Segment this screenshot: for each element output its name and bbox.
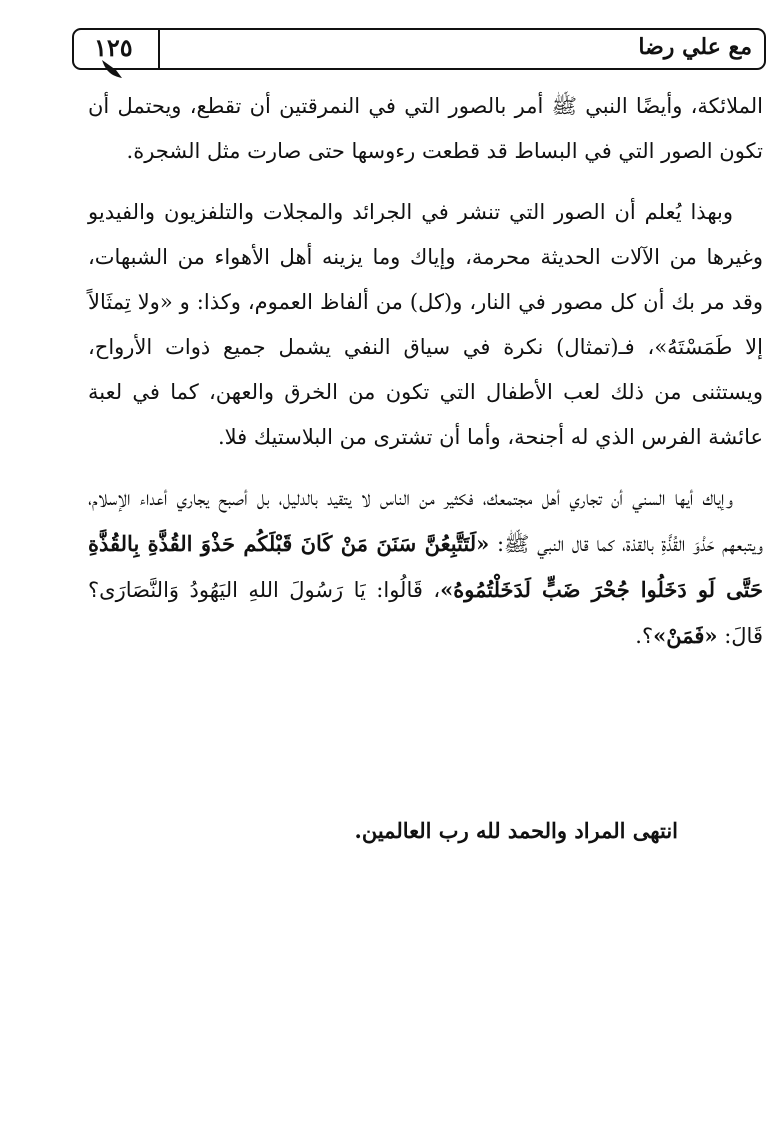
paragraph-3: [88, 476, 763, 659]
hadith-answer: «فَمَنْ»: [653, 623, 718, 648]
closing-line: انتهى المراد والحمد لله رب العالمين.: [354, 818, 678, 843]
page-number: ١٢٥: [94, 33, 133, 62]
page-header: [72, 28, 766, 70]
paragraph-3-text: وإياك أيها السني أن تجاري أهل مجتمعك، فكثير من الناس لا يتقيد بالدليل، بل أصبح يجاري أعداء الإسلام، ويتبعهم حَذْوَ القُذَّةِ بالقذة، كما قال النبي ﷺ:: [88, 486, 763, 556]
paragraph-3-middle: ، قَالُوا: يَا رَسُولَ اللهِ اليَهُودُ وَالنَّصَارَى؟ قَالَ:: [88, 578, 763, 648]
paragraph-3-end: ؟.: [635, 624, 654, 648]
hadith-quote: «لَتَتَّبِعُنَّ سَنَنَ مَنْ كَانَ قَبْلَكُم حَذْوَ القُذَّةِ بِالقُذَّةِ حَتَّى لَو دَخَلُوا جُحْرَ ضَبٍّ لَدَخَلْتُمُوهُ»: [88, 531, 763, 602]
page-curl-icon: [100, 58, 124, 80]
paragraph-2: وبهذا يُعلم أن الصور التي تنشر في الجرائد والمجلات والتلفزيون والفيديو وغيرها من الآلات الحديثة محرمة، وإياك وما يزينه أهل الأهواء من الشبهات، وقد مر بك أن كل مصور في النار، و(كل) من ألفاظ العموم، وكذا: و «ولا تِمثَالاً إلا طَمَسْتَهُ»، فـ(تمثال) نكرة في سياق النفي يشمل جميع ذوات الأرواح، ويستثنى من ذلك لعب الأطفال التي تكون من الخرق والعهن، كما في لعبة عائشة الفرس الذي له أجنحة، وأما أن تشترى من البلاستيك فلا.: [88, 200, 763, 449]
header-divider: [158, 28, 160, 70]
page-body: [88, 84, 763, 675]
book-title: مع علي رضا: [638, 34, 752, 60]
paragraph-1: الملائكة، وأيضًا النبي ﷺ أمر بالصور التي في النمرقتين أن تقطع، ويحتمل أن تكون الصور التي في البساط قد قطعت رءوسها حتى صارت مثل الشجرة.: [88, 94, 763, 163]
